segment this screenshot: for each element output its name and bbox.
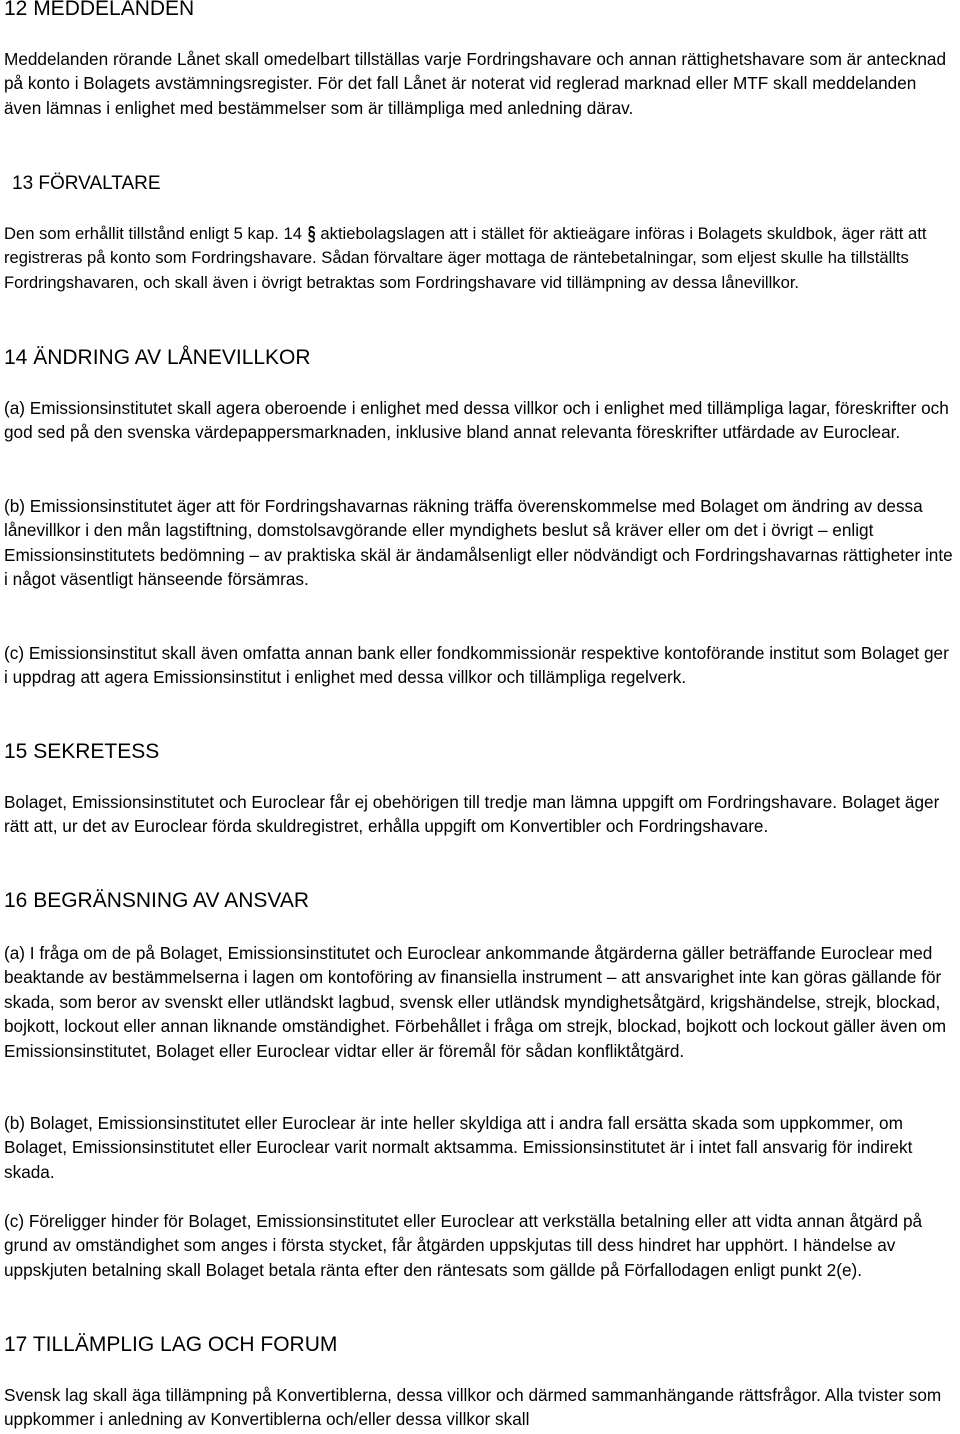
section-heading-13: 13 FÖRVALTARE: [12, 173, 161, 194]
section-paragraph-17: Svensk lag skall äga tillämpning på Konvertiblerna, dessa villkor och därmed sammanhängande rättsfrågor. Alla tvister som uppkommer i anledning av Konvertiblerna och/eller dessa villkor skall: [4, 1385, 942, 1430]
section-heading-14: 14 ÄNDRING AV LÅNEVILLKOR: [4, 346, 311, 369]
section-heading-12: 12 MEDDELANDEN: [4, 0, 195, 20]
section-symbol: §: [307, 221, 316, 246]
section-paragraph-12: Meddelanden rörande Lånet skall omedelbart tillställas varje Fordringshavare och annan rättighetshavare som är antecknad på konto i Bolagets avstämningsregister. För det fall Lånet är noterat vid reglerad marknad eller MTF skall meddelanden även lämnas i enlighet med bestämmelser som är tillämpliga med anledning därav.: [4, 49, 947, 118]
section-heading-16: 16 BEGRÄNSNING AV ANSVAR: [4, 889, 309, 912]
section-paragraph-16a: (a) I fråga om de på Bolaget, Emissionsinstitutet och Euroclear ankommande åtgärderna gäller beträffande Euroclear med beaktande av bestämmelserna i lagen om kontoföring av finansiella instrument – att ansvarighet inte kan göras gällande för skada, som beror av svenskt eller utländskt lagbud, svensk eller utländsk myndighetsåtgärd, krigshändelse, strejk, blockad, bojkott, lockout eller annan liknande omständighet. Förbehållet i fråga om strejk, blockad, bojkott och lockout gäller även om Emissionsinstitutet, Bolaget eller Euroclear vidtar eller är föremål för sådan konfliktåtgärd.: [4, 943, 947, 1061]
paragraph-13-part-3: Sådan förvaltare äger mottaga de räntebetalningar, som eljest skulle ha tillställts Fordringshavaren, och skall även i övrigt betraktas som Fordringshavare vid tillämpning av dessa lånevillkor.: [4, 248, 909, 292]
section-paragraph-16b: (b) Bolaget, Emissionsinstitutet eller Euroclear är inte heller skyldiga att i andra fall ersätta skada som uppkommer, om Bolaget, Emissionsinstitutet eller Euroclear varit normalt aktsamma. Emissionsinstitutet är i intet fall ansvarig för indirekt skada.: [4, 1113, 913, 1182]
section-heading-17: 17 TILLÄMPLIG LAG OCH FORUM: [4, 1333, 338, 1356]
paragraph-13-part-1: Den som erhållit tillstånd enligt 5 kap. 14: [4, 224, 302, 243]
section-paragraph-14a: (a) Emissionsinstitutet skall agera oberoende i enlighet med dessa villkor och i enlighet med tillämpliga lagar, föreskrifter och god sed på den svenska värdepappersmarknaden, inklusive bland annat relevanta föreskrifter utfärdade av Euroclear.: [4, 398, 949, 443]
section-paragraph-15: Bolaget, Emissionsinstitutet och Euroclear får ej obehörigen till tredje man lämna uppgift om Fordringshavare. Bolaget äger rätt att, ur det av Euroclear förda skuldregistret, erhålla uppgift om Konvertibler och Fordringshavare.: [4, 792, 940, 837]
paragraph-13-part-2: aktiebolagslagen att i stället för aktieägare införas i Bolagets skuldbok, äger rätt att registreras på konto som Fordringshavare.: [4, 224, 927, 268]
section-heading-15: 15 SEKRETESS: [4, 740, 160, 763]
section-paragraph-16c: (c) Föreligger hinder för Bolaget, Emissionsinstitutet eller Euroclear att verkställa betalning eller att vidta annan åtgärd på grund av omständighet som anges i första stycket, får åtgärden uppskjutas till dess hindret har upphört. I händelse av uppskjuten betalning skall Bolaget betala ränta efter den räntesats som gällde på Förfallodagen enligt punkt 2(e).: [4, 1211, 923, 1280]
section-paragraph-13: [4, 222, 956, 295]
section-paragraph-14c: (c) Emissionsinstitut skall även omfatta annan bank eller fondkommissionär respektive kontoförande institut som Bolaget ger i uppdrag att agera Emissionsinstitut i enlighet med dessa villkor och tillämpliga regelverk.: [4, 643, 949, 688]
section-paragraph-14b: (b) Emissionsinstitutet äger att för Fordringshavarnas räkning träffa överenskommelse med Bolaget om ändring av dessa lånevillkor i den mån lagstiftning, domstolsavgörande eller myndighets beslut så kräver eller om det i övrigt – enligt Emissionsinstitutets bedömning – av praktiska skäl är ändamålsenligt eller nödvändigt och Fordringshavarnas rättigheter inte i något väsentligt hänseende försämras.: [4, 496, 953, 590]
